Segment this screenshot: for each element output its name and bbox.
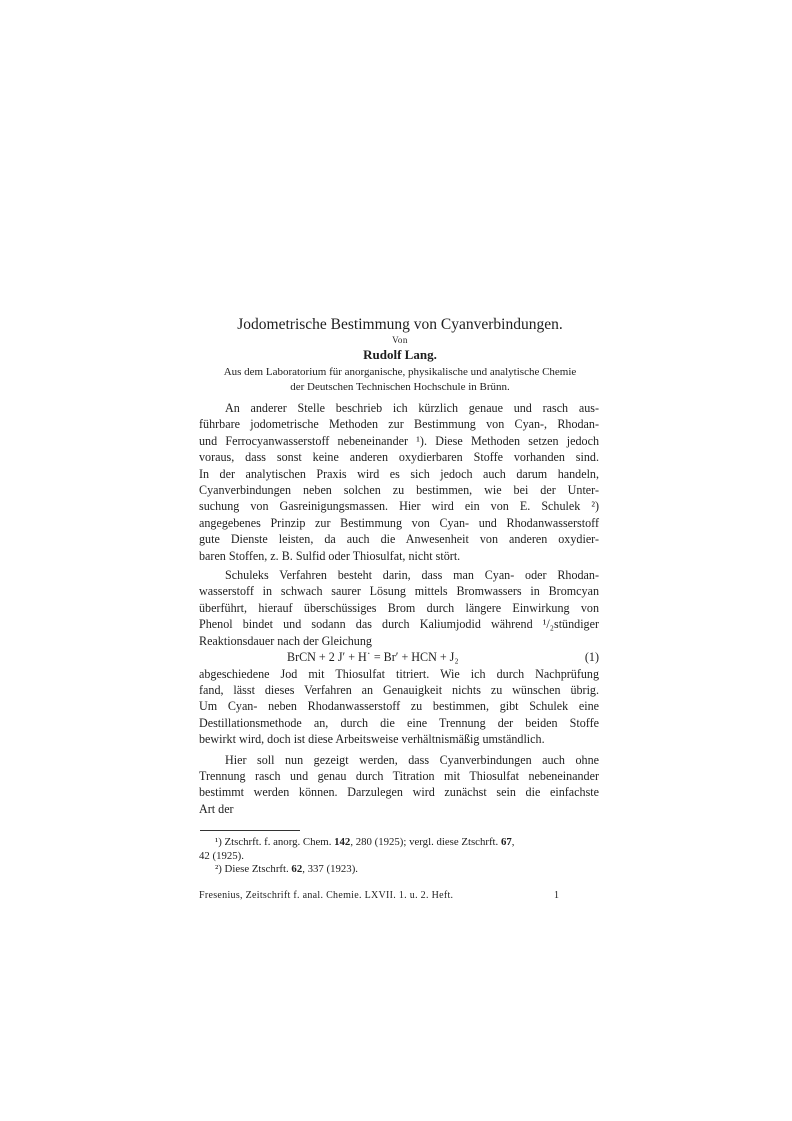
text-line: Reaktionsdauer nach der Gleichung bbox=[199, 633, 372, 648]
footnote-volume: 67 bbox=[500, 836, 512, 848]
footnote-1-mark: ¹) bbox=[215, 836, 222, 848]
footnote-2-mark: ²) bbox=[215, 863, 222, 875]
paragraph-2 bbox=[199, 567, 599, 747]
footnote-2 bbox=[199, 863, 599, 877]
text-line: An anderer Stelle beschrieb ich kürzlich genaue und rasch aus- bbox=[225, 401, 599, 415]
author-affiliation bbox=[160, 365, 640, 395]
text-line: und Ferrocyanwasserstoff nebeneinander ¹). Diese Methoden setzen jedoch bbox=[199, 433, 599, 448]
affiliation-line: der Deutschen Technischen Hochschule in Brünn. bbox=[290, 381, 510, 393]
text-line: Destillationsmethode an, durch die eine Trennung der beiden Stoffe bbox=[199, 715, 599, 730]
text-line: wasserstoff in schwach saurer Lösung mittels Bromwassers in Bromcyan bbox=[199, 584, 599, 599]
footnote-text: , bbox=[511, 836, 515, 848]
text-line: bewirkt wird, doch ist diese Arbeitsweise verhältnismäßig umständlich. bbox=[199, 732, 545, 747]
text-line: angegebenes Prinzip zur Bestimmung von Cyan- und Rhodanwasserstoff bbox=[199, 515, 599, 530]
footnote-1 bbox=[199, 836, 599, 850]
footnote-text: , 280 (1925); vergl. diese Ztschrft. bbox=[350, 836, 499, 848]
text-line: überführt, hierauf überschüssiges Brom durch längere Einwirkung von bbox=[199, 600, 599, 615]
text-line: fand, lässt dieses Verfahren an Genauigkeit nichts zu wünschen übrig. bbox=[199, 682, 599, 697]
text-line: Phenol bindet und sodann das durch Kaliumjodid während ¹/₂stündiger bbox=[199, 617, 599, 632]
equation-row bbox=[199, 649, 599, 665]
text-line: bestimmt werden können. Darzulegen wird zunächst sein die einfachste bbox=[199, 785, 599, 800]
footnote-volume: 142 bbox=[334, 836, 351, 848]
text-line: Schuleks Verfahren besteht darin, dass man Cyan- oder Rhodan- bbox=[225, 568, 599, 583]
page-footer bbox=[199, 890, 599, 901]
footnote-divider bbox=[200, 830, 300, 831]
equation-number: (1) bbox=[584, 650, 599, 665]
equation: BrCN + 2 J′ + H˙ = Br′ + HCN + J₂ bbox=[287, 650, 459, 665]
footnote-1-continued: 42 (1925). bbox=[199, 849, 244, 862]
text-line: Hier soll nun gezeigt werden, dass Cyanverbindungen auch ohne bbox=[225, 752, 599, 767]
footnote-text: Ztschrft. f. anorg. Chem. bbox=[224, 836, 332, 848]
text-line: Um Cyan- neben Rhodanwasserstoff zu bestimmen, gibt Schulek eine bbox=[199, 699, 599, 714]
article-body bbox=[199, 400, 599, 817]
text-line: gute Dienste leisten, da auch die Anwesenheit von anderen oxydier- bbox=[199, 532, 599, 547]
article-title: Jodometrische Bestimmung von Cyanverbindungen. bbox=[237, 316, 563, 333]
text-line: baren Stoffen, z. B. Sulfid oder Thiosulfat, nicht stört. bbox=[199, 548, 461, 563]
running-footer: Fresenius, Zeitschrift f. anal. Chemie. LXVII. 1. u. 2. Heft. bbox=[199, 890, 454, 901]
text-line: suchung von Gasreinigungsmassen. Hier wird ein von E. Schulek ²) bbox=[199, 499, 599, 514]
text-line: abgeschiedene Jod mit Thiosulfat titriert. Wie ich durch Nachprüfung bbox=[199, 666, 599, 681]
text-line: In der analytischen Praxis wird es sich jedoch auch darum handeln, bbox=[199, 466, 599, 481]
paragraph-3 bbox=[199, 752, 599, 818]
footnote-text: Diese Ztschrft. bbox=[224, 863, 289, 875]
page-number: 1 bbox=[554, 890, 559, 901]
author-name: Rudolf Lang. bbox=[363, 347, 437, 362]
footnote-text: , 337 (1923). bbox=[302, 863, 358, 875]
text-line: Art der bbox=[199, 801, 234, 816]
text-line: voraus, dass sonst keine anderen oxydierbaren Stoffe vorhanden sind. bbox=[199, 450, 599, 465]
affiliation-line: Aus dem Laboratorium für anorganische, physikalische und analytische Chemie bbox=[223, 366, 577, 378]
text-line: Cyanverbindungen neben solchen zu bestimmen, wie bei der Unter- bbox=[199, 483, 599, 498]
footnotes bbox=[199, 836, 599, 877]
text-line: Trennung rasch und genau durch Titration mit Thiosulfat nebeneinander bbox=[199, 768, 599, 783]
paragraph-1 bbox=[199, 400, 599, 564]
text-line: führbare jodometrische Methoden zur Bestimmung von Cyan-, Rhodan- bbox=[199, 417, 599, 432]
byline-von: Von bbox=[392, 335, 408, 345]
footnote-volume: 62 bbox=[291, 863, 303, 875]
